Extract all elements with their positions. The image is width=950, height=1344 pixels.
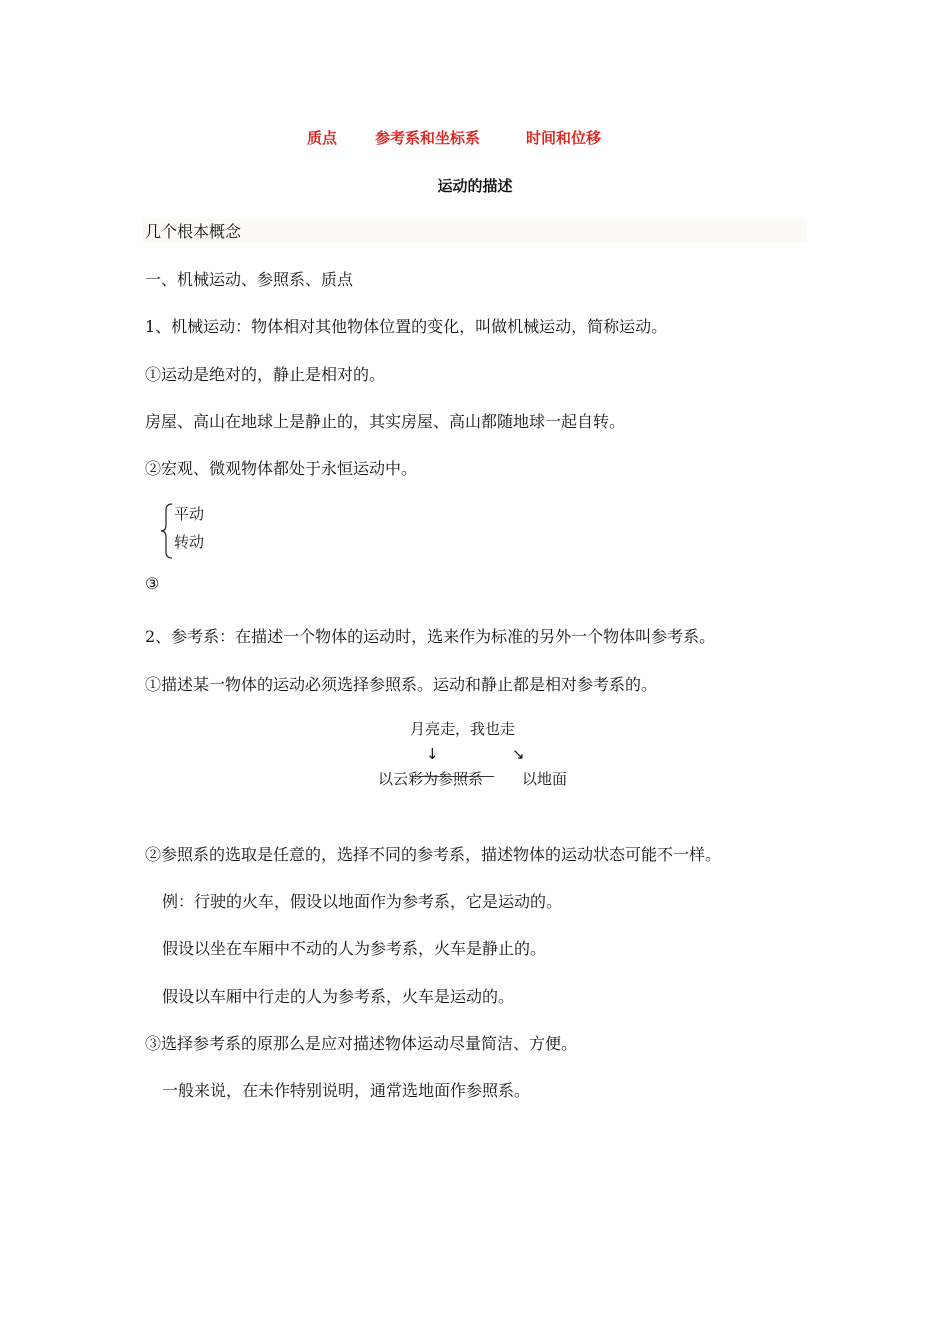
paragraph-point-2: ②宏观、微观物体都处于永恒运动中。	[145, 459, 418, 478]
paragraph-houses-mountains: 房屋、高山在地球上是静止的，其实房屋、高山都随地球一起自转。	[145, 412, 626, 431]
diagram-arrow-down-icon: ↓	[426, 745, 439, 763]
diagram-arrow-diagonal-icon: ↘	[512, 745, 525, 763]
paragraph-general-rule: 一般来说，在未作特别说明，通常选地面作参照系。	[162, 1081, 531, 1100]
paragraph-point-3: ③	[145, 574, 160, 593]
moon-diagram	[370, 716, 590, 794]
paragraph-mechanical-motion: 1、机械运动：物体相对其他物体位置的变化，叫做机械运动，简称运动。	[145, 317, 668, 336]
diagram-bottom-left-text: 以云彩为参照系	[378, 770, 484, 788]
diagram-bottom-right-text: 以地面	[522, 770, 568, 788]
paragraph-reference-frame: 2、参考系：在描述一个物体的运动时，选来作为标准的另外一个物体叫参考系。	[145, 627, 716, 646]
paragraph-example-2: 假设以坐在车厢中不动的人为参考系，火车是静止的。	[162, 939, 547, 958]
paragraph-heading-1: 一、机械运动、参照系、质点	[145, 270, 354, 289]
paragraph-ref-point-2: ②参照系的选取是任意的，选择不同的参考系，描述物体的运动状态可能不一样。	[145, 845, 722, 864]
section-heading: 几个根本概念	[145, 222, 242, 241]
section-heading-band	[143, 219, 807, 243]
paragraph-example-1: 例：行驶的火车，假设以地面作为参考系，它是运动的。	[162, 892, 563, 911]
title-part-2: 参考系和坐标系	[375, 129, 481, 147]
title-part-1: 质点	[307, 129, 338, 147]
paragraph-example-3: 假设以车厢中行走的人为参考系，火车是运动的。	[162, 987, 515, 1006]
document-subtitle: 运动的描述	[437, 177, 513, 195]
title-part-3: 时间和位移	[526, 129, 602, 147]
paragraph-point-1: ①运动是绝对的，静止是相对的。	[145, 365, 386, 384]
curly-brace-icon	[160, 503, 174, 559]
paragraph-ref-point-1: ①描述某一物体的运动必须选择参照系。运动和静止都是相对参考系的。	[145, 675, 658, 694]
diagram-top-text: 月亮走，我也走	[410, 720, 516, 738]
brace-item-translation: 平动	[174, 505, 205, 523]
brace-item-rotation: 转动	[174, 533, 205, 551]
diagram-underline	[410, 776, 494, 777]
paragraph-ref-point-3: ③选择参考系的原那么是应对描述物体运动尽量简洁、方便。	[145, 1034, 578, 1053]
